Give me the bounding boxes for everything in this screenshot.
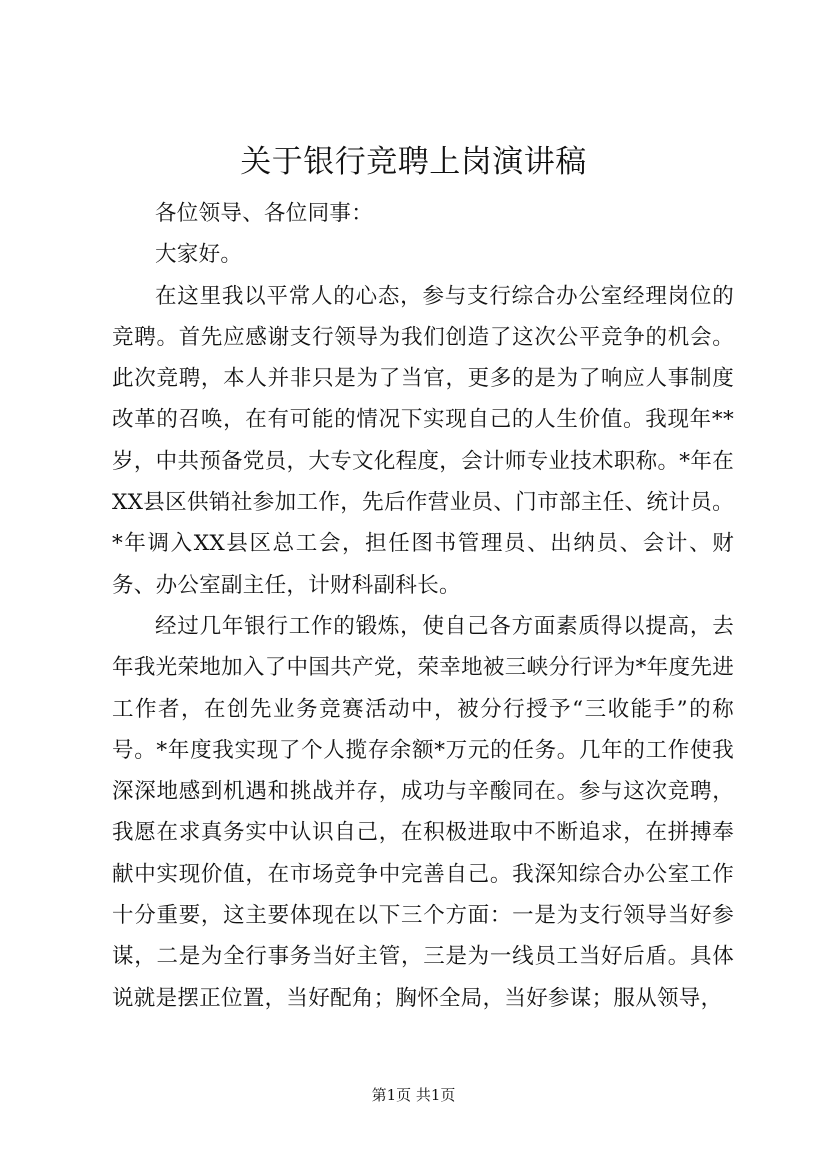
- document-body: [112, 193, 734, 1019]
- salutation-paragraph: 各位领导、各位同事：: [155, 201, 374, 226]
- body-paragraph-2: 经过几年银行工作的锻炼，使自己各方面素质得以提高，去年我光荣地加入了中国共产党，荣幸地被三峡分行评为*年度先进工作者，在创先业务竞赛活动中，被分行授予“三收能手”的称号。*年度我实现了个人揽存余额*万元的任务。几年的工作使我深深地感到机遇和挑战并存，成功与辛酸同在。参与这次竞聘，我愿在求真务实中认识自己，在积极进取中不断追求，在拼搏奉献中实现价值，在市场竞争中完善自己。我深知综合办公室工作十分重要，这主要体现在以下三个方面：一是为支行领导当好参谋，二是为全行事务当好主管，三是为一线员工当好后盾。具体说就是摆正位置，当好配角；胸怀全局，当好参谋；服从领导，: [112, 613, 734, 1011]
- greeting-paragraph: 大家好。: [155, 242, 243, 268]
- page-footer: 第1页 共1页: [371, 1086, 456, 1104]
- document-title: 关于银行竞聘上岗演讲稿: [240, 144, 587, 180]
- body-paragraph-1: 在这里我以平常人的心态，参与支行综合办公室经理岗位的竞聘。首先应感谢支行领导为我们创造了这次公平竞争的机会。此次竞聘，本人并非只是为了当官，更多的是为了响应人事制度改革的召唤，在有可能的情况下实现自己的人生价值。我现年**岁，中共预备党员，大专文化程度，会计师专业技术职称。*年在XX县区供销社参加工作，先后作营业员、门市部主任、统计员。*年调入XX县区总工会，担任图书管理员、出纳员、会计、财务、办公室副主任，计财科副科长。: [112, 283, 734, 598]
